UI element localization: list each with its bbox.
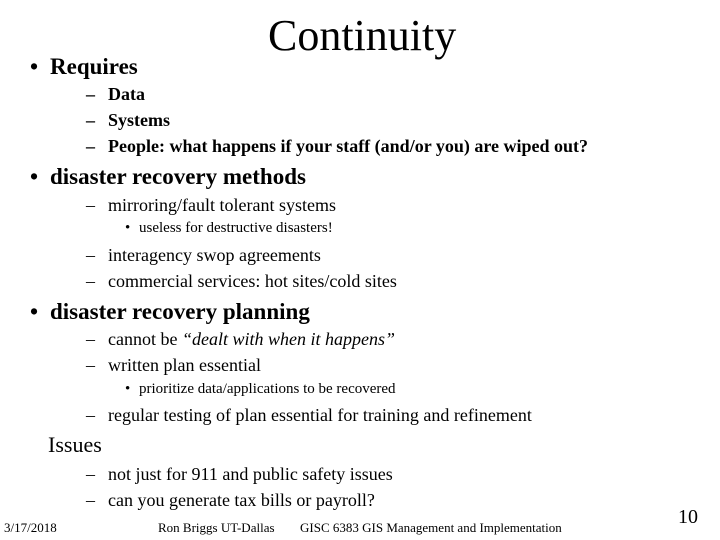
methods-heading: [30, 165, 306, 188]
methods-item-mirroring: – mirroring/fault tolerant systems: [86, 195, 336, 215]
planning-heading: [30, 300, 310, 323]
requires-item-data: – Data: [86, 84, 145, 104]
footer-course: GISC 6383 GIS Management and Implementation: [300, 520, 562, 535]
issues-heading: Issues: [48, 432, 102, 457]
dash-icon: –: [86, 195, 95, 215]
methods-label: disaster recovery methods: [50, 164, 306, 189]
footer-date: 3/17/2018: [4, 520, 57, 535]
methods-item-commercial: – commercial services: hot sites/cold sites: [86, 271, 397, 291]
bullet-icon: •: [30, 164, 39, 189]
issues-item-911: – not just for 911 and public safety issues: [86, 464, 393, 484]
dash-icon: –: [86, 136, 95, 156]
dash-icon: –: [86, 245, 95, 265]
dash-icon: –: [86, 84, 95, 104]
bullet-icon: •: [30, 54, 39, 79]
requires-label: Requires: [50, 54, 138, 79]
bullet-icon: •: [30, 299, 39, 324]
footer-author: Ron Briggs UT-Dallas: [158, 520, 275, 535]
dash-icon: –: [86, 110, 95, 130]
requires-heading: [30, 55, 138, 78]
planning-item-cannot: – cannot be “dealt with when it happens”: [86, 329, 395, 349]
page-number: 10: [678, 506, 698, 528]
planning-item-testing: – regular testing of plan essential for training and refinement: [86, 405, 532, 425]
requires-item-people: – People: what happens if your staff (and/or you) are wiped out?: [86, 136, 589, 156]
dash-icon: –: [86, 490, 95, 510]
planning-label: disaster recovery planning: [50, 299, 310, 324]
bullet-icon: •: [125, 220, 131, 236]
dash-icon: –: [86, 329, 95, 349]
dash-icon: –: [86, 464, 95, 484]
slide-title: Continuity: [268, 11, 457, 60]
dash-icon: –: [86, 405, 95, 425]
requires-item-systems: – Systems: [86, 110, 170, 130]
planning-sub-prioritize: • prioritize data/applications to be recovered: [125, 381, 396, 397]
methods-sub-useless: • useless for destructive disasters!: [125, 220, 333, 236]
dash-icon: –: [86, 271, 95, 291]
planning-item-written: – written plan essential: [86, 355, 261, 375]
planning-quote: “dealt with when it happens”: [181, 329, 395, 349]
issues-item-tax: – can you generate tax bills or payroll?: [86, 490, 375, 510]
bullet-icon: •: [125, 381, 131, 397]
dash-icon: –: [86, 355, 95, 375]
methods-item-interagency: – interagency swop agreements: [86, 245, 321, 265]
